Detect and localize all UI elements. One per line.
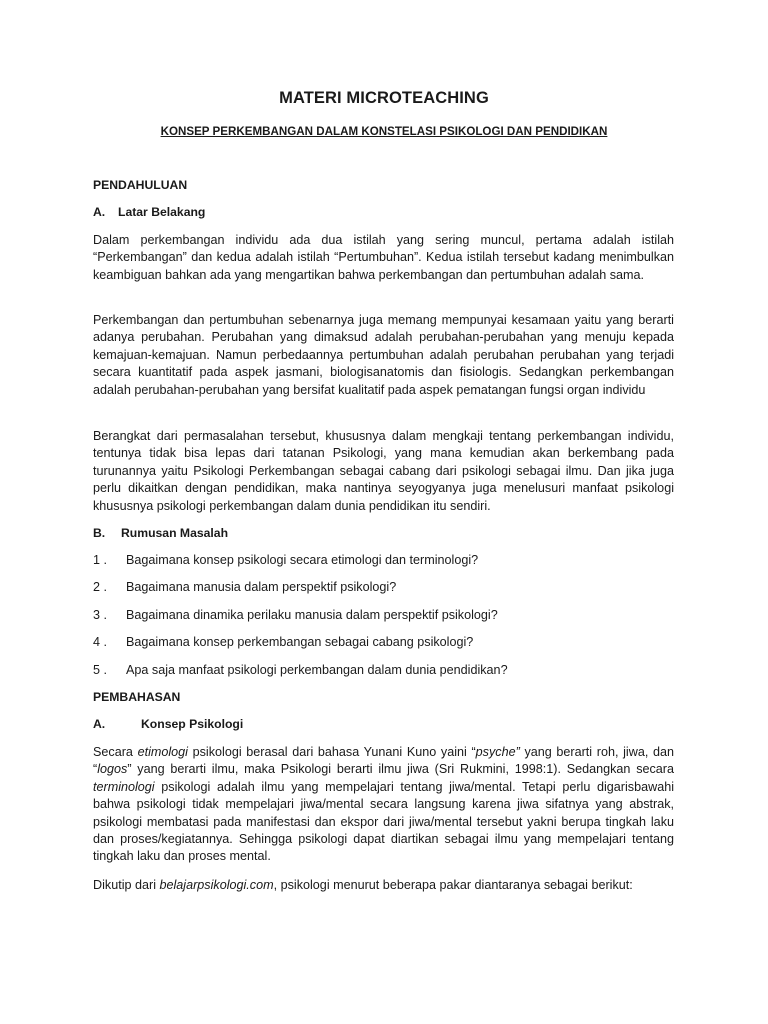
text-run: Secara — [93, 745, 138, 759]
italic-term: etimologi — [137, 745, 188, 759]
list-item-4 — [93, 634, 674, 651]
text-run: Dikutip dari — [93, 878, 160, 892]
list-item-5 — [93, 662, 674, 679]
subsection-heading-rumusan-masalah — [93, 525, 674, 542]
list-text: Bagaimana dinamika perilaku manusia dalam perspektif psikologi? — [126, 608, 498, 622]
text-run: psikologi adalah ilmu yang mempelajari tentang jiwa/mental. Tetapi perlu digarisbawahi bahwa psikologi tidak mempelajari jiwa/mental secara langsung karena jiwa sifatnya yang abstrak, psikologi membatasi pada manifestasi dan ekspor dari jiwa/mental tersebut yakni berupa tingkah laku dan proses/kegiatannya. Sehingga psikologi dapat diartikan sebagai ilmu yang mempelajari tentang tingkah laku dan proses mental. — [93, 779, 674, 864]
list-item-3 — [93, 607, 674, 624]
section-heading-pendahuluan: PENDAHULUAN — [93, 178, 188, 192]
italic-term: psyche” — [475, 745, 520, 759]
subsection-label: Konsep Psikologi — [141, 717, 244, 731]
document-title: MATERI MICROTEACHING — [279, 89, 489, 107]
list-item-2 — [93, 579, 674, 596]
list-number: 1 . — [93, 553, 108, 567]
subsection-label: Rumusan Masalah — [121, 526, 229, 540]
list-number: 2 . — [93, 580, 108, 594]
subsection-number: B. — [93, 526, 106, 540]
list-text: Bagaimana manusia dalam perspektif psikologi? — [126, 580, 397, 594]
list-text: Bagaimana konsep psikologi secara etimologi dan terminologi? — [126, 553, 479, 567]
italic-source: belajarpsikologi.com — [159, 878, 274, 892]
list-number: 4 . — [93, 635, 108, 649]
italic-term: terminologi — [93, 779, 155, 794]
paragraph-latar-1: Dalam perkembangan individu ada dua istilah yang sering muncul, pertama adalah istilah “Perkembangan” dan kedua adalah istilah “Pertumbuhan”. Kedua istilah tersebut kadang menimbulkan keambiguan bahkan ada yang mengartikan bahwa perkembangan dan pertumbuhan adalah sama. — [93, 233, 674, 282]
subsection-heading-konsep-psikologi — [93, 716, 674, 733]
text-run: psikologi berasal dari bahasa Yunani Kuno yaini “ — [187, 745, 476, 759]
section-heading-pembahasan: PEMBAHASAN — [93, 690, 181, 704]
paragraph-latar-3: Berangkat dari permasalahan tersebut, khususnya dalam mengkaji tentang perkembangan individu, tentunya tidak bisa lepas dari tatanan Psikologi, yang mana kemudian akan berkembang pada turunannya yaitu Psikologi Perkembangan sebagai cabang dari psikologi sebagai ilmu. Dan jika juga perlu dikaitkan dengan pendidikan, maka nantinya seyogyanya juga menelusuri manfaat psikologi khususnya psikologi perkembangan dalam dunia pendidikan itu sendiri. — [93, 429, 674, 513]
list-number: 3 . — [93, 608, 108, 622]
text-run: yang berarti roh, jiwa, dan “ — [93, 745, 674, 777]
italic-term: logos — [97, 762, 128, 777]
list-text: Bagaimana konsep perkembangan sebagai cabang psikologi? — [126, 635, 474, 649]
paragraph-konsep-1 — [93, 744, 674, 866]
subsection-heading-latar-belakang — [93, 204, 674, 221]
text-run: ” yang berarti ilmu, maka Psikologi berarti ilmu jiwa (Sri Rukmini, 1998:1). Sedangkan secara — [127, 762, 674, 777]
list-number: 5 . — [93, 663, 108, 677]
subsection-number: A. — [93, 717, 106, 731]
subsection-label: Latar Belakang — [118, 205, 206, 219]
list-text: Apa saja manfaat psikologi perkembangan dalam dunia pendidikan? — [126, 663, 508, 677]
list-item-1 — [93, 552, 674, 569]
text-run: , psikologi menurut beberapa pakar diantaranya sebagai berikut: — [273, 878, 633, 892]
paragraph-konsep-2 — [93, 877, 674, 894]
subsection-number: A. — [93, 205, 106, 219]
paragraph-latar-2: Perkembangan dan pertumbuhan sebenarnya juga memang mempunyai kesamaan yaitu yang berarti adanya perubahan. Perubahan yang dimaksud adalah perubahan-perubahan yang menuju kepada kemajuan-kemajuan. Namun perbedaannya pertumbuhan adalah perubahan perubahan yang terjadi secara kuantitatif pada aspek jasmani, biologisanatomis dan fisiologis. Sedangkan perkembangan adalah perubahan-perubahan yang bersifat kualitatif pada aspek pematangan fungsi organ individu — [93, 313, 674, 397]
document-subtitle: KONSEP PERKEMBANGAN DALAM KONSTELASI PSIKOLOGI DAN PENDIDIKAN — [160, 125, 608, 138]
